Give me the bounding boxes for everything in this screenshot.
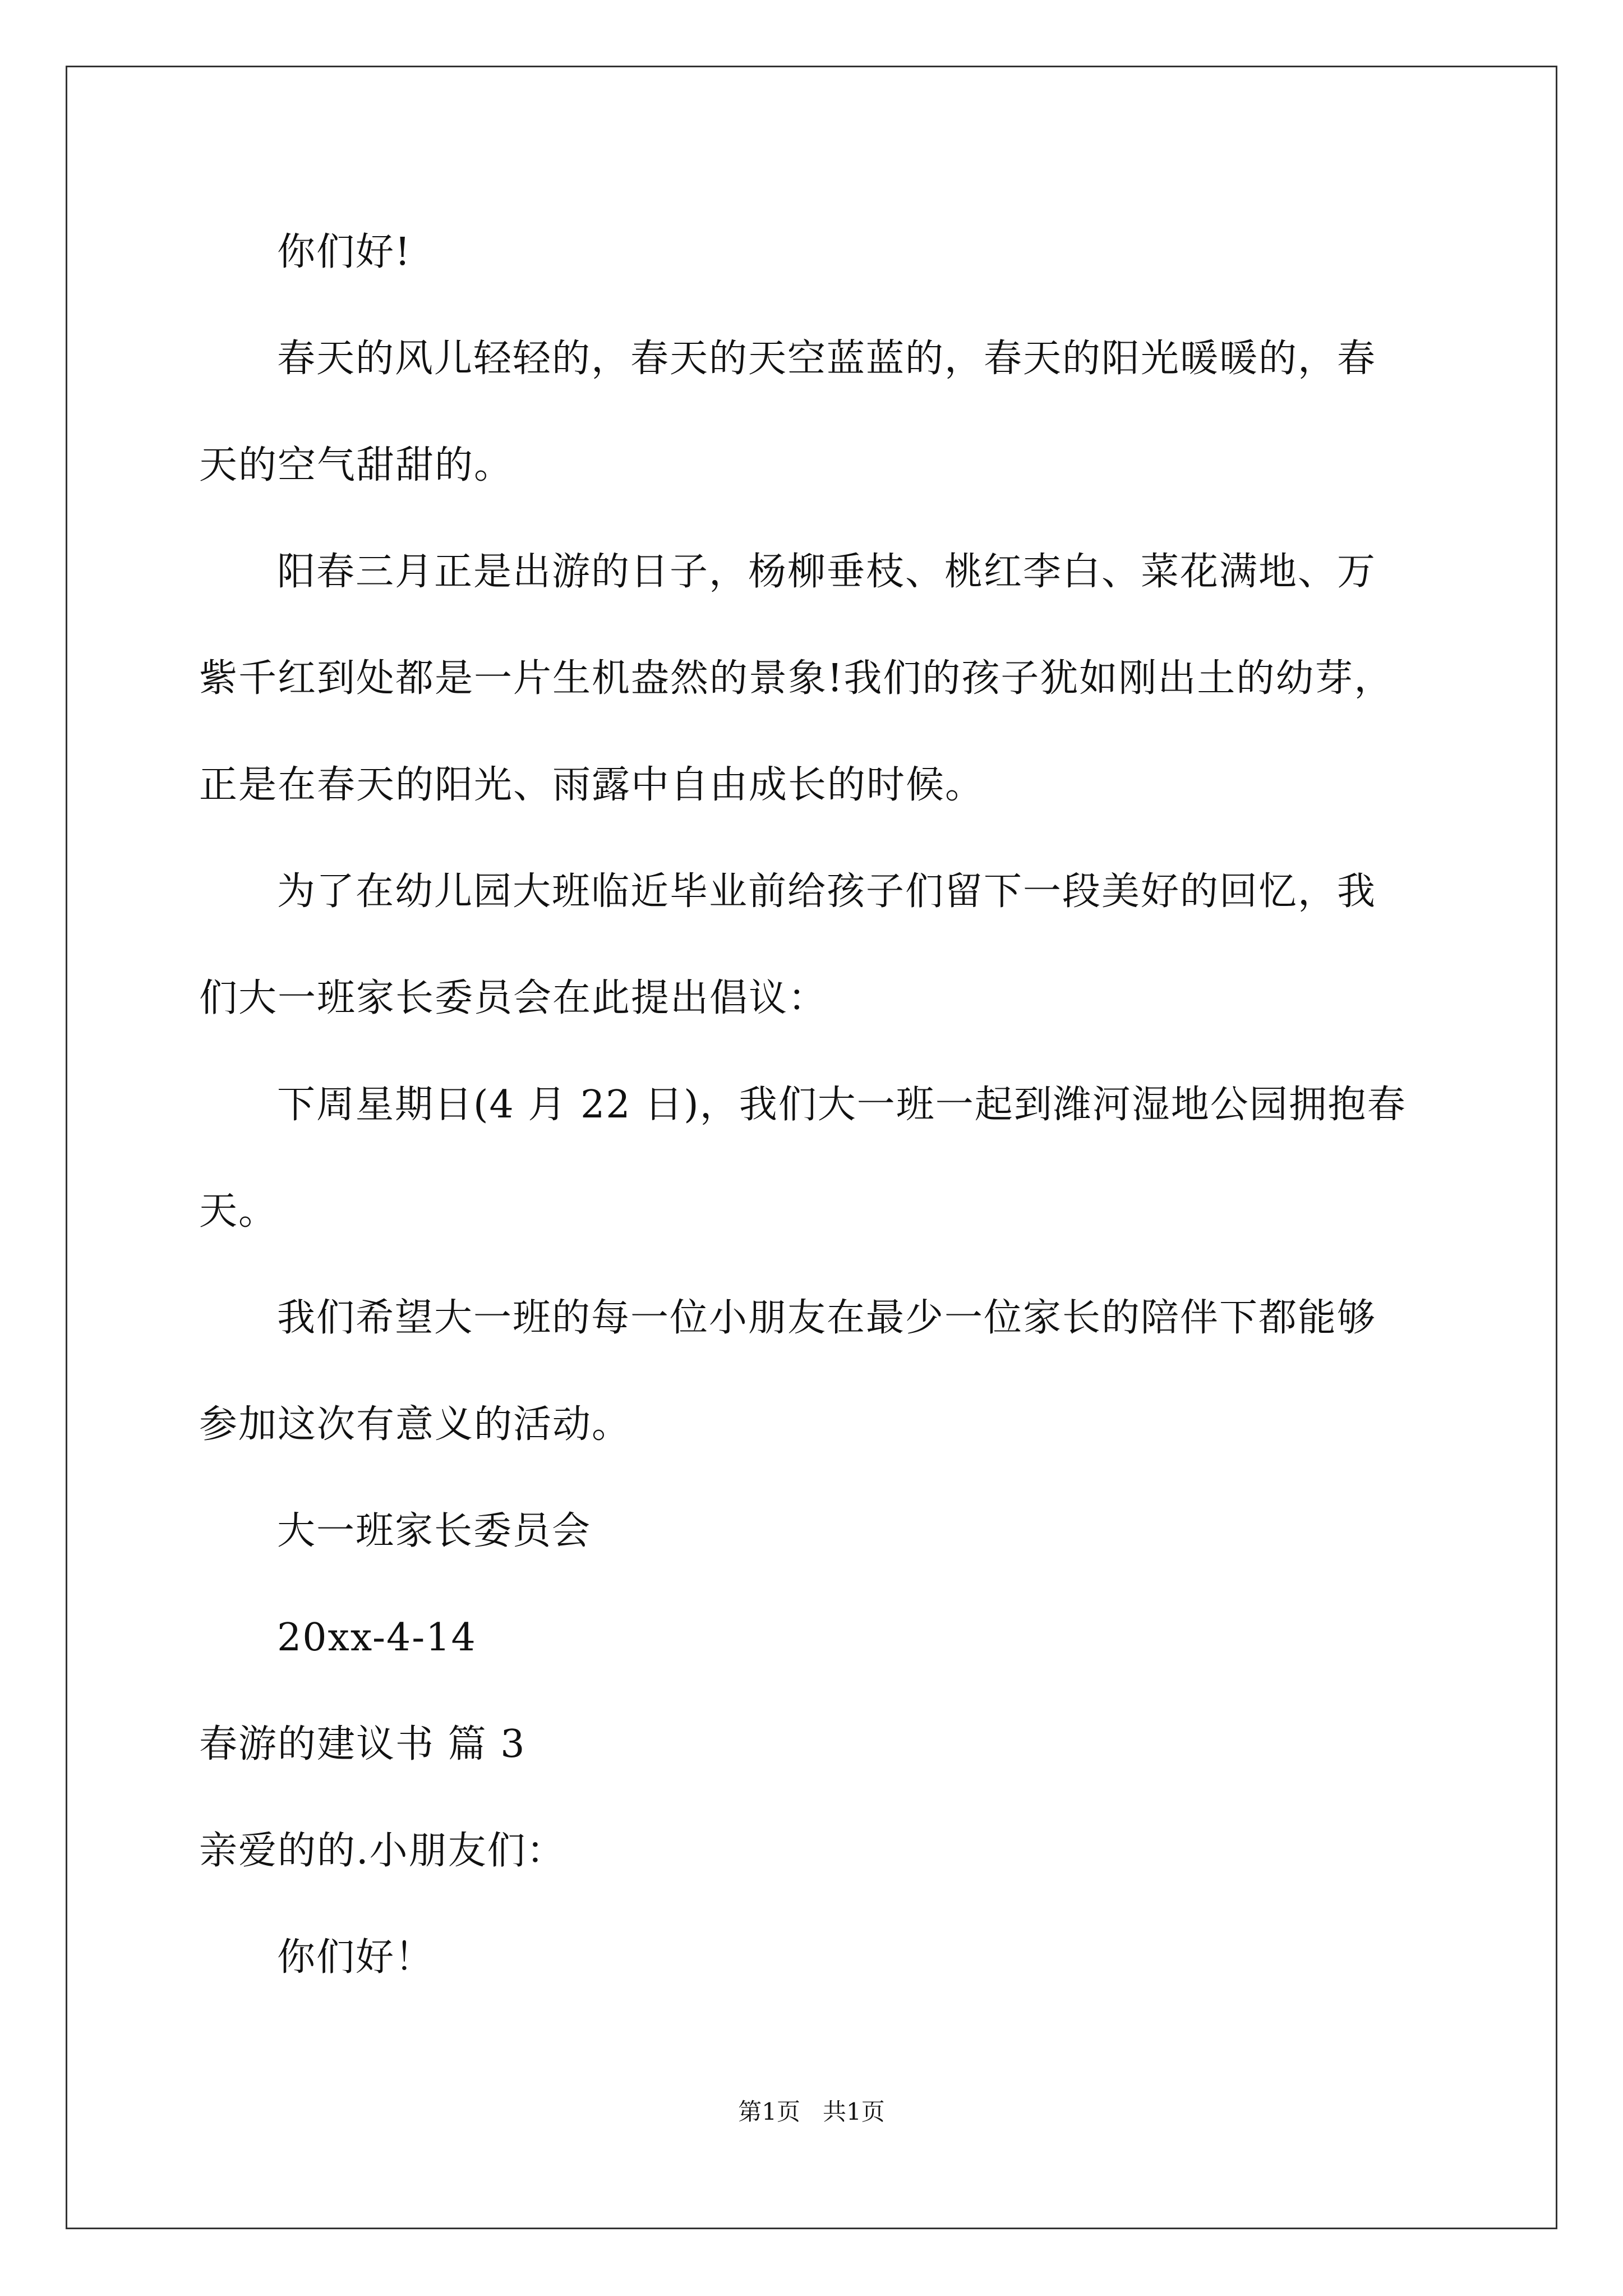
- signature-line: 大一班家长委员会: [277, 1509, 592, 1553]
- paragraph-line: 紫千红到处都是一片生机盎然的景象!我们的孩子犹如刚出土的幼芽，: [199, 656, 1394, 701]
- paragraph-line: 们大一班家长委员会在此提出倡议：: [199, 976, 828, 1020]
- salutation-line: 亲爱的的.小朋友们：: [199, 1829, 566, 1873]
- page-frame: [66, 66, 1557, 2229]
- paragraph-line: 我们希望大一班的每一位小朋友在最少一位家长的陪伴下都能够: [277, 1296, 1377, 1340]
- greeting-line: 你们好!: [277, 230, 412, 274]
- paragraph-line: 天的空气甜甜的。: [199, 443, 514, 487]
- paragraph-line: 阳春三月正是出游的日子，杨柳垂枝、桃红李白、菜花满地、万: [277, 550, 1377, 594]
- paragraph-line: 参加这次有意义的活动。: [199, 1402, 631, 1447]
- paragraph-line: 正是在春天的阳光、雨露中自由成长的时候。: [199, 763, 985, 807]
- paragraph-line: 为了在幼儿园大班临近毕业前给孩子们留下一段美好的回忆，我: [277, 869, 1377, 914]
- greeting-line: 你们好！: [277, 1935, 435, 1980]
- date-line: 20xx-4-14: [277, 1616, 477, 1660]
- section-heading: 春游的建议书 篇 3: [199, 1722, 526, 1766]
- paragraph-line: 下周星期日(4 月 22 日)，我们大一班一起到潍河湿地公园拥抱春: [277, 1083, 1407, 1127]
- page-footer: 第1页 共1页: [738, 2098, 885, 2125]
- paragraph-line: 春天的风儿轻轻的，春天的天空蓝蓝的，春天的阳光暖暖的，春: [277, 337, 1377, 381]
- paragraph-line: 天。: [199, 1189, 278, 1234]
